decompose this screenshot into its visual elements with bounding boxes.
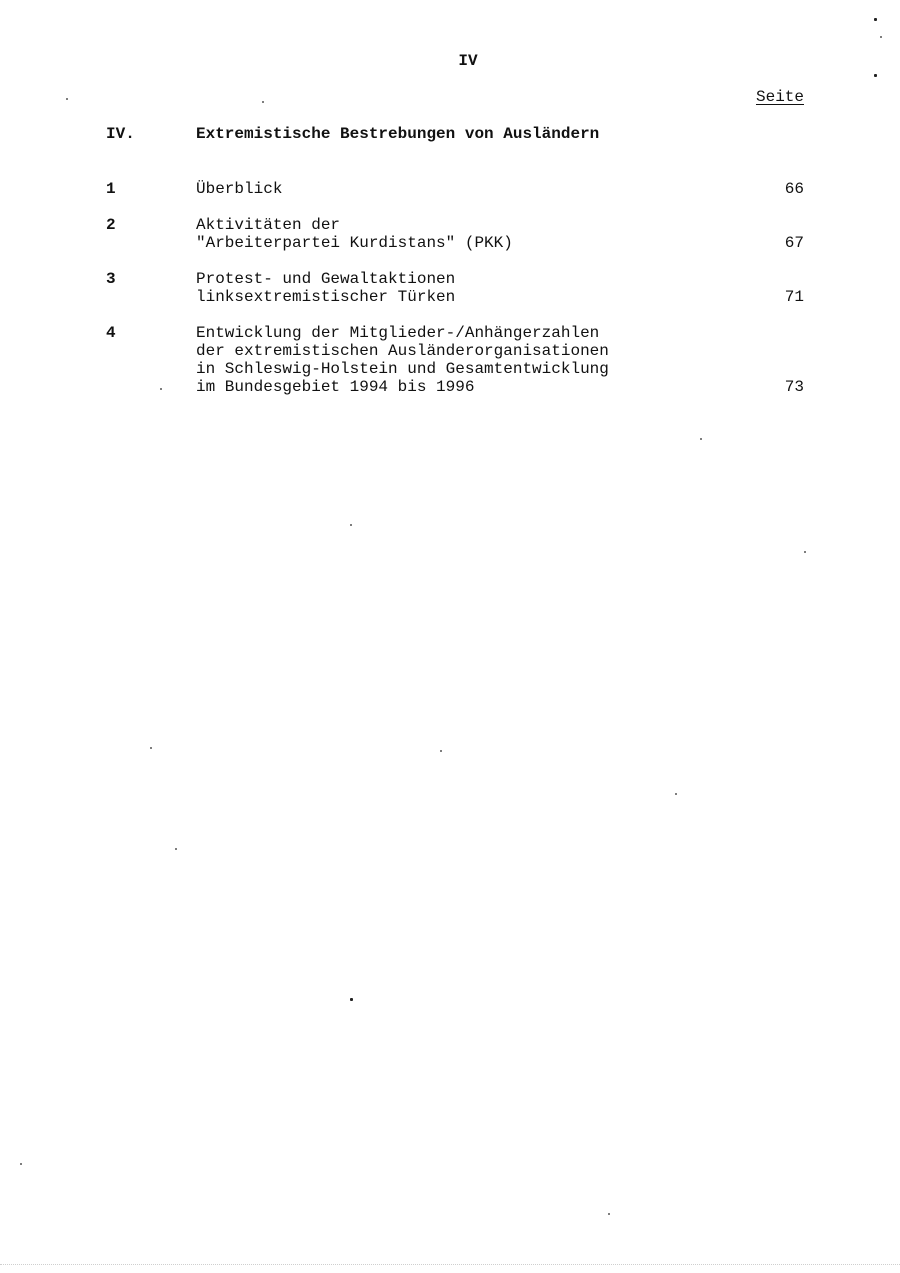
scan-speck <box>66 98 68 100</box>
scan-speck <box>608 1213 610 1215</box>
scan-speck <box>350 524 352 526</box>
toc-entry-line: Aktivitäten der <box>196 216 341 234</box>
toc-entry-page: 73 <box>784 378 804 396</box>
scan-speck <box>350 998 353 1001</box>
scan-speck <box>160 388 162 390</box>
scan-speck <box>700 438 702 440</box>
scan-speck <box>20 1163 22 1165</box>
toc-entry-page: 67 <box>784 234 804 252</box>
toc-entry-line: in Schleswig-Holstein und Gesamtentwicklung <box>196 360 609 378</box>
toc-entry <box>106 324 804 400</box>
scan-edge <box>0 1264 900 1266</box>
section-title: Extremistische Bestrebungen von Ausländern <box>196 125 600 143</box>
scan-speck <box>874 18 877 21</box>
scan-speck <box>150 747 152 749</box>
toc-entry-line: "Arbeiterpartei Kurdistans" (PKK) <box>196 234 513 252</box>
page-number: IV <box>458 52 478 70</box>
toc-entry-title <box>196 180 716 198</box>
scan-speck <box>175 848 177 850</box>
toc-entry-title <box>196 324 716 396</box>
toc-entry <box>106 270 804 310</box>
toc-entry-title <box>196 270 716 306</box>
toc-entry-number: 1 <box>106 180 116 198</box>
toc-entry-line: Entwicklung der Mitglieder-/Anhängerzahlen <box>196 324 600 342</box>
section-roman-numeral: IV. <box>106 125 135 143</box>
toc-entry-page: 66 <box>784 180 804 198</box>
toc-entry-line: linksextremistischer Türken <box>196 288 456 306</box>
scan-speck <box>675 793 677 795</box>
toc-entry-title <box>196 216 716 252</box>
toc-entry-number: 2 <box>106 216 116 234</box>
toc-entry-page: 71 <box>784 288 804 306</box>
toc-entry-line: im Bundesgebiet 1994 bis 1996 <box>196 378 475 396</box>
seite-column-header: Seite <box>755 88 804 106</box>
scan-speck <box>440 750 442 752</box>
toc-entry <box>106 180 804 200</box>
toc-entry-line: der extremistischen Ausländerorganisationen <box>196 342 609 360</box>
toc-entry-number: 4 <box>106 324 116 342</box>
toc-entry-line: Protest- und Gewaltaktionen <box>196 270 456 288</box>
toc-entry-line: Überblick <box>196 180 283 198</box>
scan-speck <box>262 101 264 103</box>
scan-speck <box>804 551 806 553</box>
scan-speck <box>880 36 882 38</box>
scan-speck <box>874 74 877 77</box>
toc-entry <box>106 216 804 256</box>
toc-entry-number: 3 <box>106 270 116 288</box>
